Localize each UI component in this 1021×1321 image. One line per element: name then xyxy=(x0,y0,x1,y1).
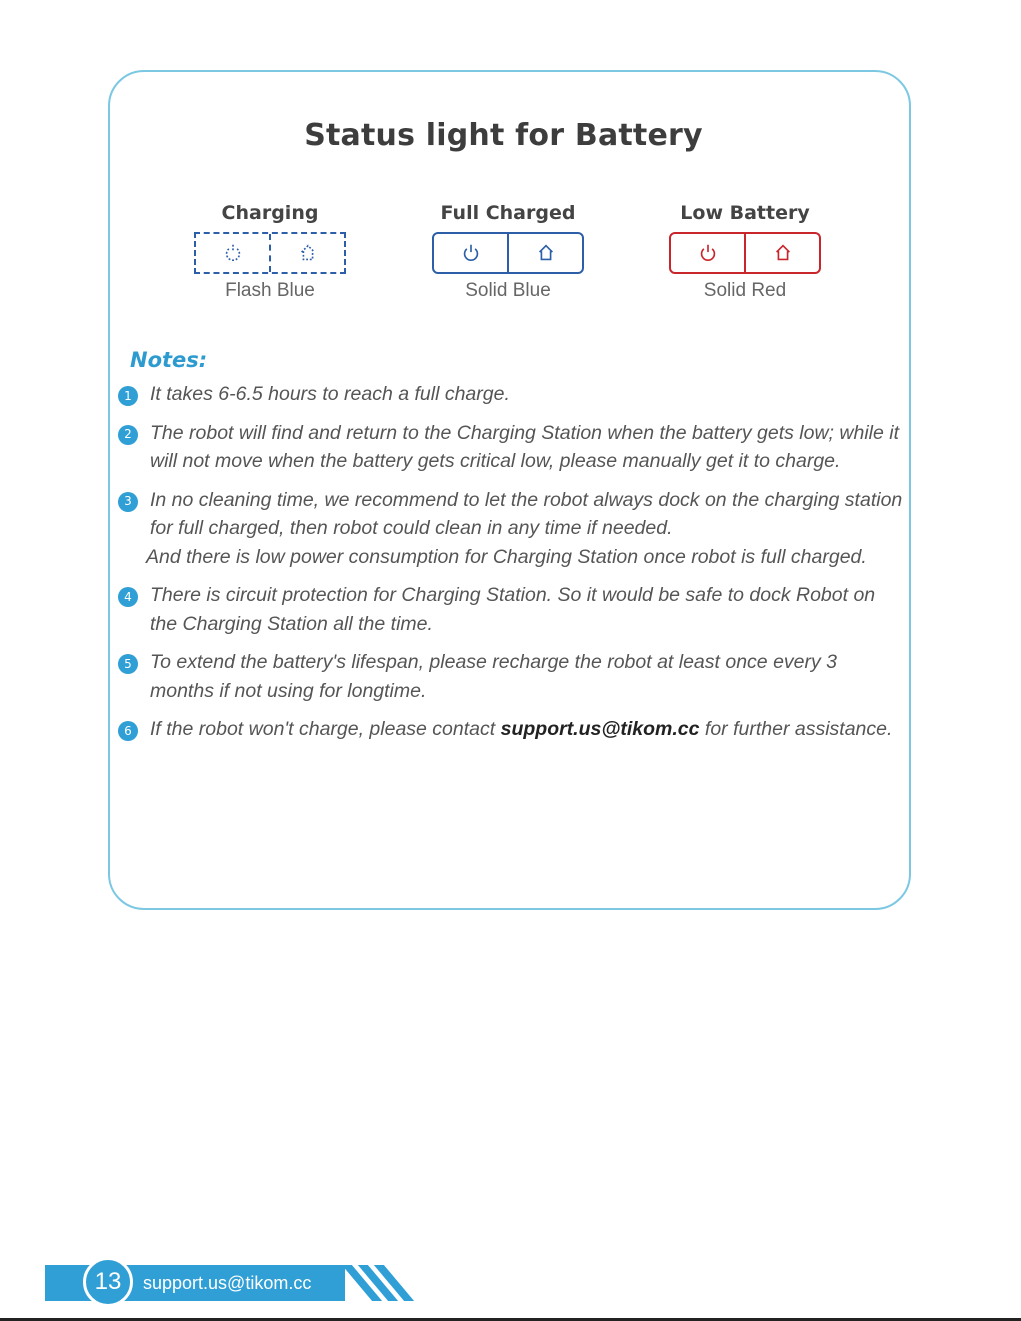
status-label: Charging xyxy=(221,202,319,224)
support-email-link[interactable]: support.us@tikom.cc xyxy=(500,718,700,740)
note-number-badge: 2 xyxy=(118,425,138,445)
note-number-badge: 4 xyxy=(118,587,138,607)
status-light-row xyxy=(0,200,1021,320)
status-full-charged xyxy=(408,200,608,302)
power-button-indicator xyxy=(671,234,746,272)
note-item xyxy=(116,419,906,476)
note-number-badge: 3 xyxy=(118,492,138,512)
home-icon xyxy=(297,242,319,264)
power-button-indicator xyxy=(434,234,509,272)
status-label: Low Battery xyxy=(680,202,810,224)
note-item xyxy=(116,486,906,572)
note-text-continued: And there is low power consumption for Charging Station once robot is full charged. xyxy=(146,545,867,568)
power-icon xyxy=(222,242,244,264)
notes-list xyxy=(116,380,906,754)
footer-email[interactable]: support.us@tikom.cc xyxy=(143,1273,312,1293)
note-text: The robot will find and return to the Charging Station when the battery gets low; while it will not move when the battery gets critical low, please manually get it to charge. xyxy=(150,421,899,472)
home-icon xyxy=(772,242,794,264)
status-charging xyxy=(170,200,370,302)
note-number-badge: 6 xyxy=(118,721,138,741)
note-number-badge: 1 xyxy=(118,386,138,406)
home-button-indicator xyxy=(271,234,344,272)
home-button-indicator xyxy=(509,234,582,272)
page-title: Status light for Battery xyxy=(304,118,703,153)
full-charged-light-indicator xyxy=(432,232,584,274)
note-text: To extend the battery's lifespan, please recharge the robot at least once every 3 months if not using for longtime. xyxy=(150,651,838,702)
note-item xyxy=(116,581,906,638)
note-text xyxy=(150,715,906,744)
status-caption: Solid Red xyxy=(703,280,787,301)
low-battery-light-indicator xyxy=(669,232,821,274)
power-icon xyxy=(697,242,719,264)
note-text-end: for further assistance. xyxy=(699,718,893,740)
note-item xyxy=(116,648,906,705)
charging-light-indicator xyxy=(194,232,346,274)
notes-heading: Notes: xyxy=(130,348,208,372)
status-label: Full Charged xyxy=(440,202,576,224)
note-item xyxy=(116,380,906,409)
note-text: In no cleaning time, we recommend to let the robot always dock on the charging station for full charged, then robot could clean in any time if needed. xyxy=(150,488,903,539)
note-item xyxy=(116,715,906,744)
status-caption: Flash Blue xyxy=(225,280,315,301)
page-footer xyxy=(45,1265,405,1305)
power-button-indicator xyxy=(196,234,271,272)
status-caption: Solid Blue xyxy=(465,280,551,301)
note-text: There is circuit protection for Charging Station. So it would be safe to dock Robot on the Charging Station all the time. xyxy=(150,584,876,635)
note-text: It takes 6-6.5 hours to reach a full charge. xyxy=(150,383,510,405)
power-icon xyxy=(460,242,482,264)
home-button-indicator xyxy=(746,234,819,272)
page-number: 13 xyxy=(83,1257,133,1307)
status-low-battery xyxy=(645,200,845,302)
note-text-start: If the robot won't charge, please contact xyxy=(150,718,501,740)
note-number-badge: 5 xyxy=(118,654,138,674)
home-icon xyxy=(535,242,557,264)
